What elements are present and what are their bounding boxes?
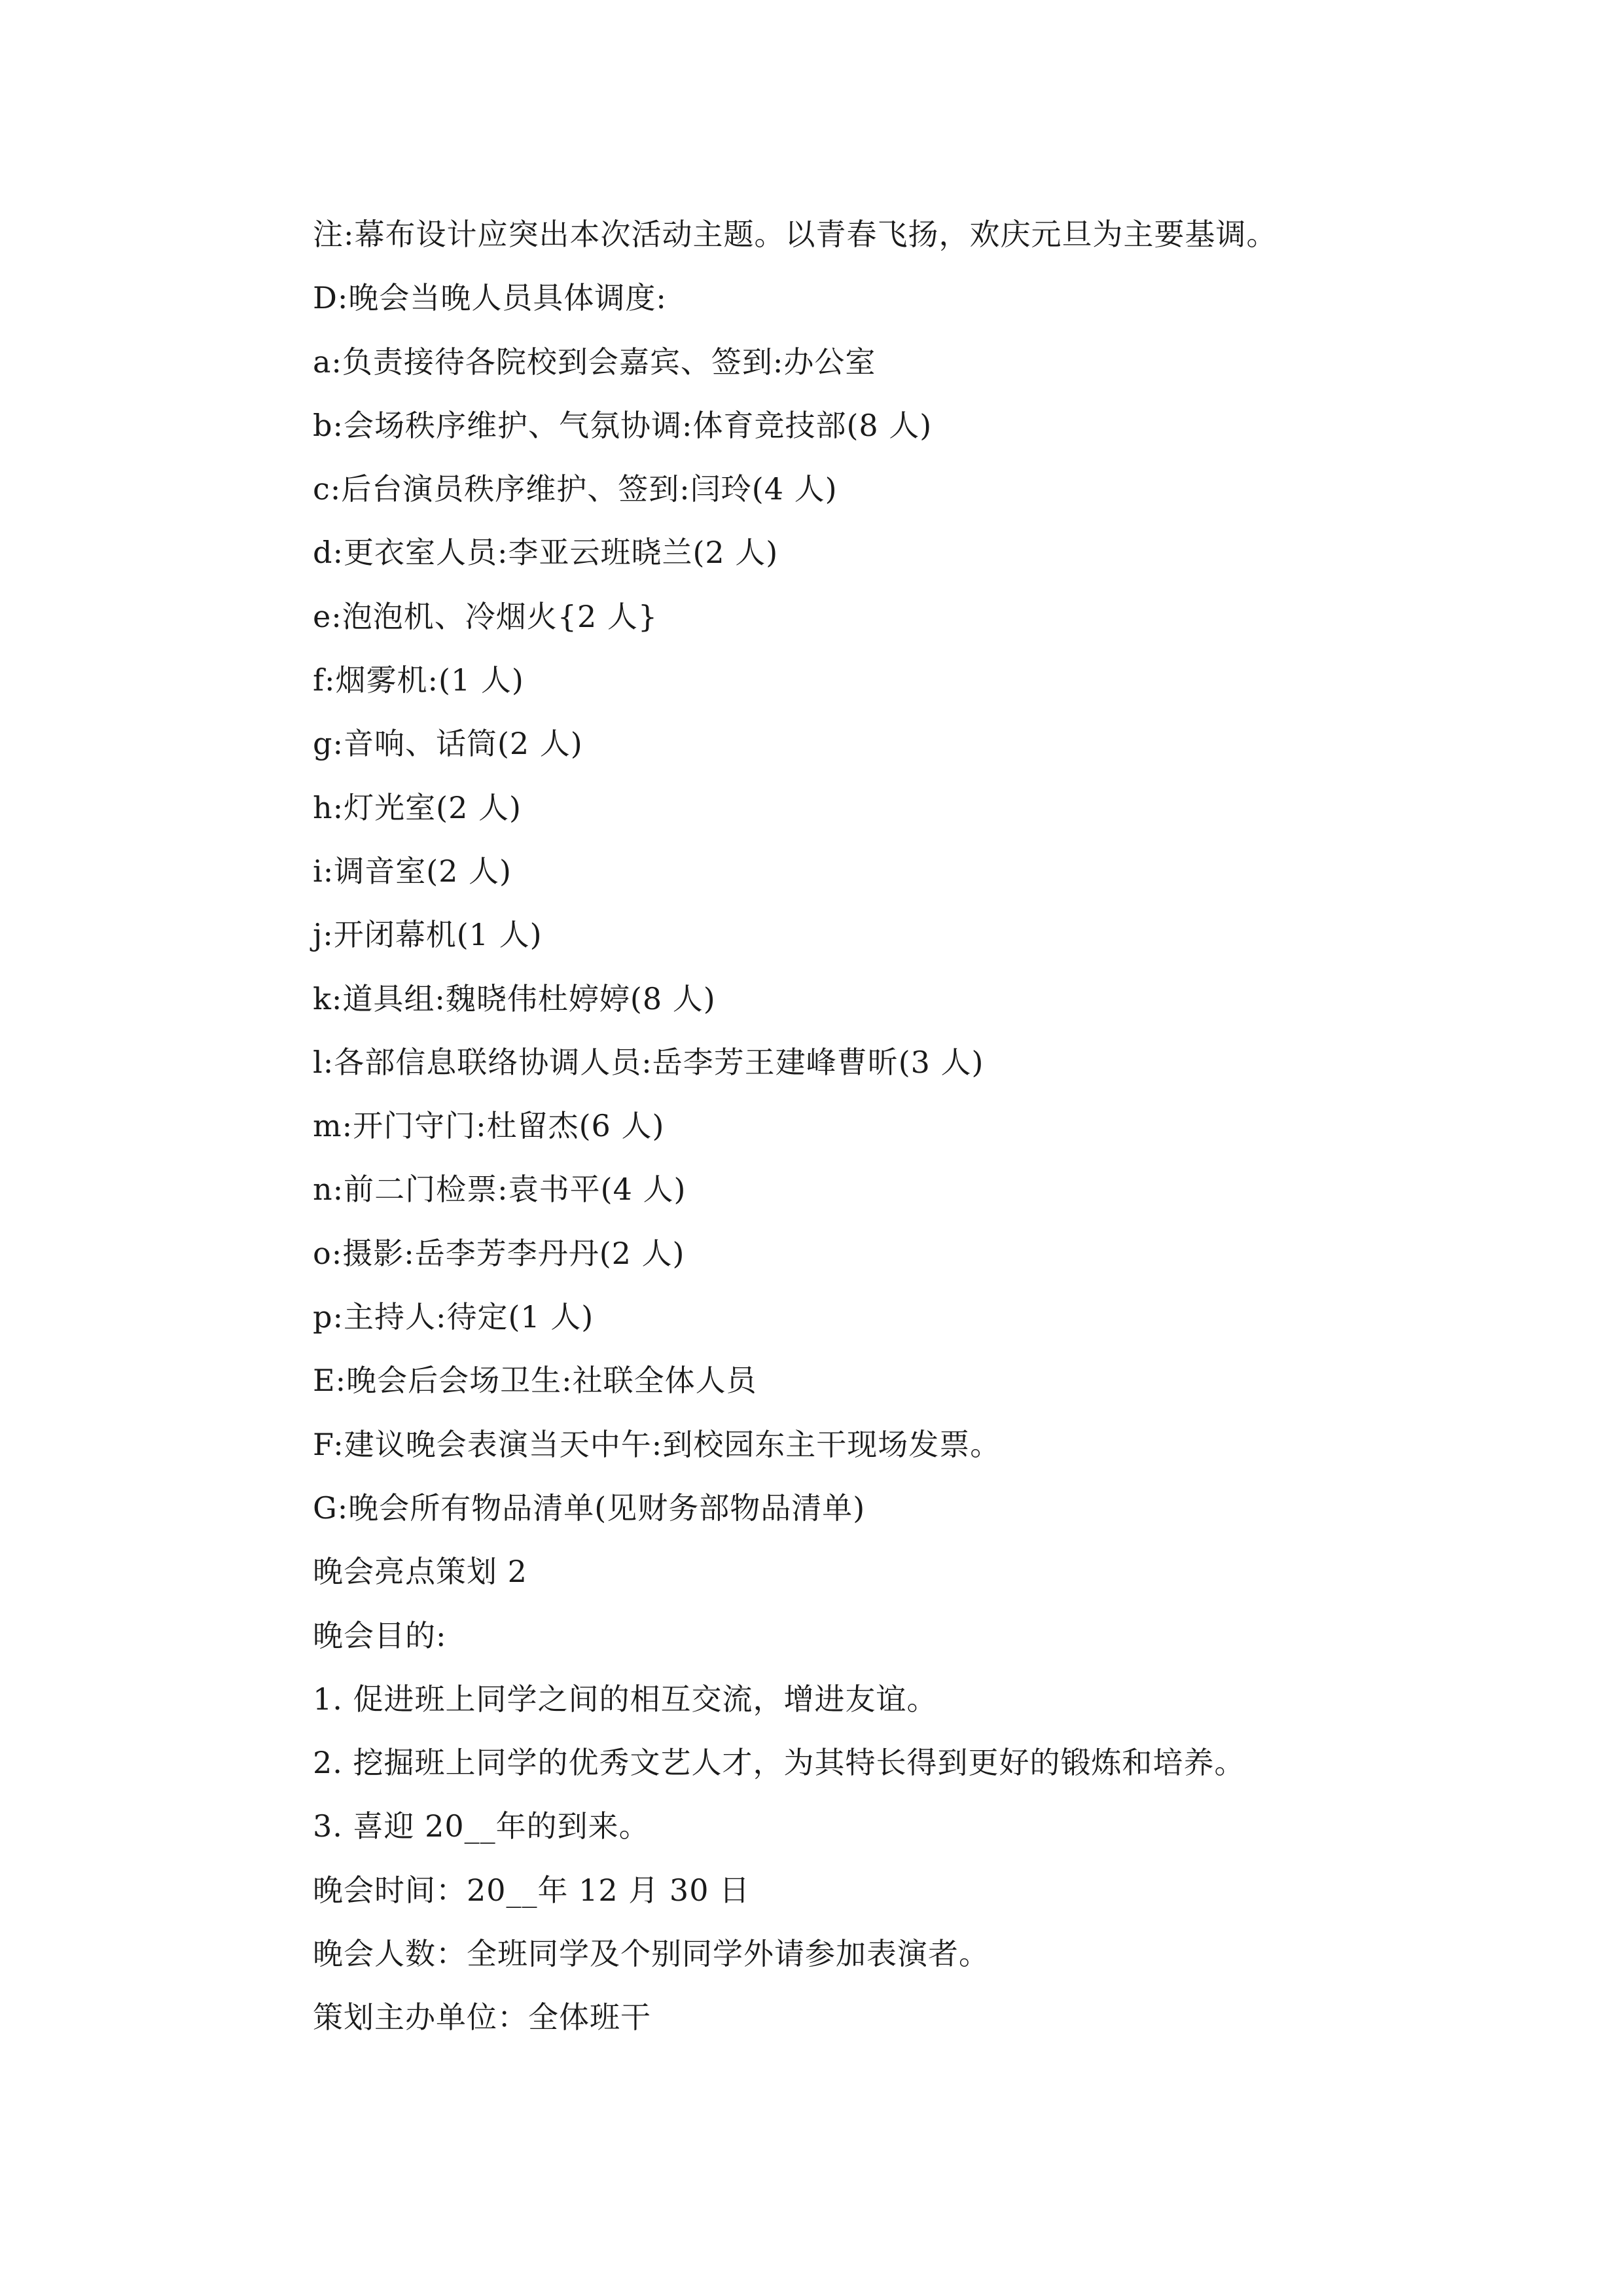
- section-heading: 晚会亮点策划 2: [313, 1554, 527, 1590]
- text-line: j:开闭幕机(1 人): [313, 917, 543, 953]
- text-line: 晚会人数：全班同学及个别同学外请参加表演者。: [313, 1936, 990, 1972]
- text-line: d:更衣室人员:李亚云班晓兰(2 人): [313, 535, 779, 571]
- text-line: m:开门守门:杜留杰(6 人): [313, 1108, 665, 1144]
- text-line: n:前二门检票:袁书平(4 人): [313, 1172, 687, 1208]
- text-line: p:主持人:待定(1 人): [313, 1299, 594, 1335]
- text-line: c:后台演员秩序维护、签到:闫玲(4 人): [313, 471, 838, 507]
- text-line: g:音响、话筒(2 人): [313, 726, 583, 762]
- text-line: D:晚会当晚人员具体调度:: [313, 280, 667, 316]
- text-line: b:会场秩序维护、气氛协调:体育竞技部(8 人): [313, 407, 933, 443]
- list-item: 3. 喜迎 20__年的到来。: [313, 1808, 650, 1844]
- text-line: h:灯光室(2 人): [313, 789, 522, 825]
- text-line: F:建议晚会表演当天中午:到校园东主干现场发票。: [313, 1426, 1001, 1462]
- list-item: 1. 促进班上同学之间的相互交流，增进友谊。: [313, 1681, 938, 1717]
- text-line: l:各部信息联络协调人员:岳李芳王建峰曹昕(3 人): [313, 1044, 984, 1080]
- text-line: i:调音室(2 人): [313, 853, 512, 889]
- text-line: 晚会时间：20__年 12 月 30 日: [313, 1872, 751, 1908]
- text-line: 策划主办单位：全体班干: [313, 2000, 651, 2036]
- text-line: 晚会目的:: [313, 1617, 447, 1653]
- text-line: E:晚会后会场卫生:社联全体人员: [313, 1363, 757, 1399]
- text-line: 注:幕布设计应突出本次活动主题。以青春飞扬，欢庆元旦为主要基调。: [313, 217, 1277, 252]
- text-line: k:道具组:魏晓伟杜婷婷(8 人): [313, 980, 716, 1016]
- text-line: a:负责接待各院校到会嘉宾、签到:办公室: [313, 344, 876, 380]
- document-body: [313, 203, 1360, 2050]
- text-line: f:烟雾机:(1 人): [313, 662, 524, 698]
- text-line: e:泡泡机、冷烟火{2 人}: [313, 598, 658, 634]
- list-item: 2. 挖掘班上同学的优秀文艺人才，为其特长得到更好的锻炼和培养。: [313, 1745, 1245, 1781]
- text-line: o:摄影:岳李芳李丹丹(2 人): [313, 1235, 685, 1271]
- text-line: G:晚会所有物品清单(见财务部物品清单): [313, 1490, 866, 1526]
